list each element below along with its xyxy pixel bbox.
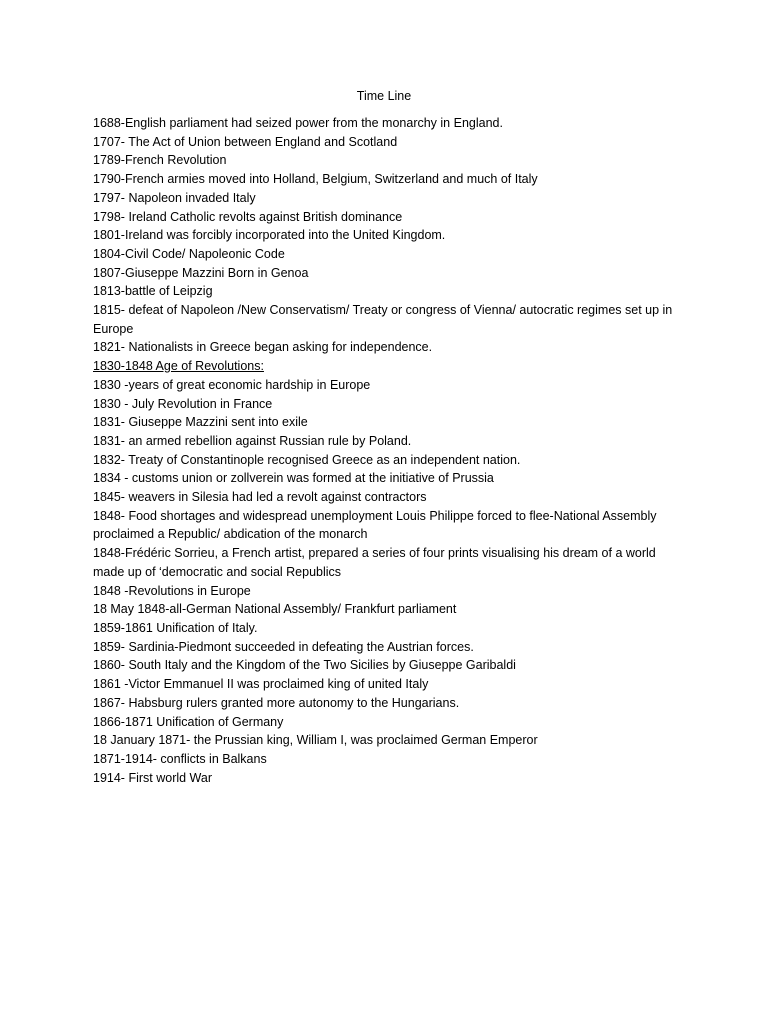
timeline-entry: 1830 -years of great economic hardship in Europe [93,377,371,392]
timeline-entry: 1848- Food shortages and widespread unemployment Louis Philippe forced to flee-National Assembly proclaimed a Republic/ abdication of the monarch [93,508,657,542]
timeline-entry: 1707- The Act of Union between England and Scotland [93,134,398,149]
timeline-entry: 1790-French armies moved into Holland, Belgium, Switzerland and much of Italy [93,172,538,187]
page-title: Time Line [356,89,412,103]
timeline-entry: 1845- weavers in Silesia had led a revolt against contractors [93,490,427,505]
timeline-entry: 1831- an armed rebellion against Russian rule by Poland. [93,433,412,448]
timeline-entry: 1871-1914- conflicts in Balkans [93,751,267,766]
timeline-entry: 1848 -Revolutions in Europe [93,583,251,598]
timeline-entry: 1861 -Victor Emmanuel II was proclaimed king of united Italy [93,677,429,692]
timeline-entry: 1807-Giuseppe Mazzini Born in Genoa [93,265,309,280]
timeline-entry: 1860- South Italy and the Kingdom of the Two Sicilies by Giuseppe Garibaldi [93,658,516,673]
timeline-entry: 1813-battle of Leipzig [93,284,213,299]
timeline-entry: 1815- defeat of Napoleon /New Conservatism/ Treaty or congress of Vienna/ autocratic regimes set up in Europe [93,303,673,336]
timeline-entry: 1801-Ireland was forcibly incorporated into the United Kingdom. [93,228,446,243]
timeline-list [93,114,683,787]
timeline-entry: 1866-1871 Unification of Germany [93,714,284,729]
timeline-entry: 1830-1848 Age of Revolutions: [93,359,264,374]
timeline-entry: 1789-French Revolution [93,153,227,168]
timeline-entry: 18 May 1848-all-German National Assembly/ Frankfurt parliament [93,602,457,617]
timeline-entry: 1859- Sardinia-Piedmont succeeded in defeating the Austrian forces. [93,639,474,654]
timeline-entry: 1834 - customs union or zollverein was formed at the initiative of Prussia [93,471,494,486]
timeline-entry: 1821- Nationalists in Greece began asking for independence. [93,340,433,355]
timeline-entry: 1859-1861 Unification of Italy. [93,620,258,635]
timeline-entry: 1831- Giuseppe Mazzini sent into exile [93,415,308,430]
timeline-entry: 18 January 1871- the Prussian king, William I, was proclaimed German Emperor [93,733,538,748]
timeline-entry: 1848-Frédéric Sorrieu, a French artist, prepared a series of four prints visualising his dream of a world made up of ‘democratic and social Republics [93,546,656,579]
timeline-entry: 1804-Civil Code/ Napoleonic Code [93,246,285,261]
timeline-entry: 1797- Napoleon invaded Italy [93,190,256,205]
timeline-entry: 1914- First world War [93,770,213,785]
timeline-entry: 1798- Ireland Catholic revolts against British dominance [93,209,403,224]
timeline-entry: 1832- Treaty of Constantinople recognised Greece as an independent nation. [93,452,521,467]
timeline-entry: 1867- Habsburg rulers granted more autonomy to the Hungarians. [93,695,460,710]
timeline-entry: 1688-English parliament had seized power from the monarchy in England. [93,116,503,130]
timeline-entry: 1830 - July Revolution in France [93,396,273,411]
